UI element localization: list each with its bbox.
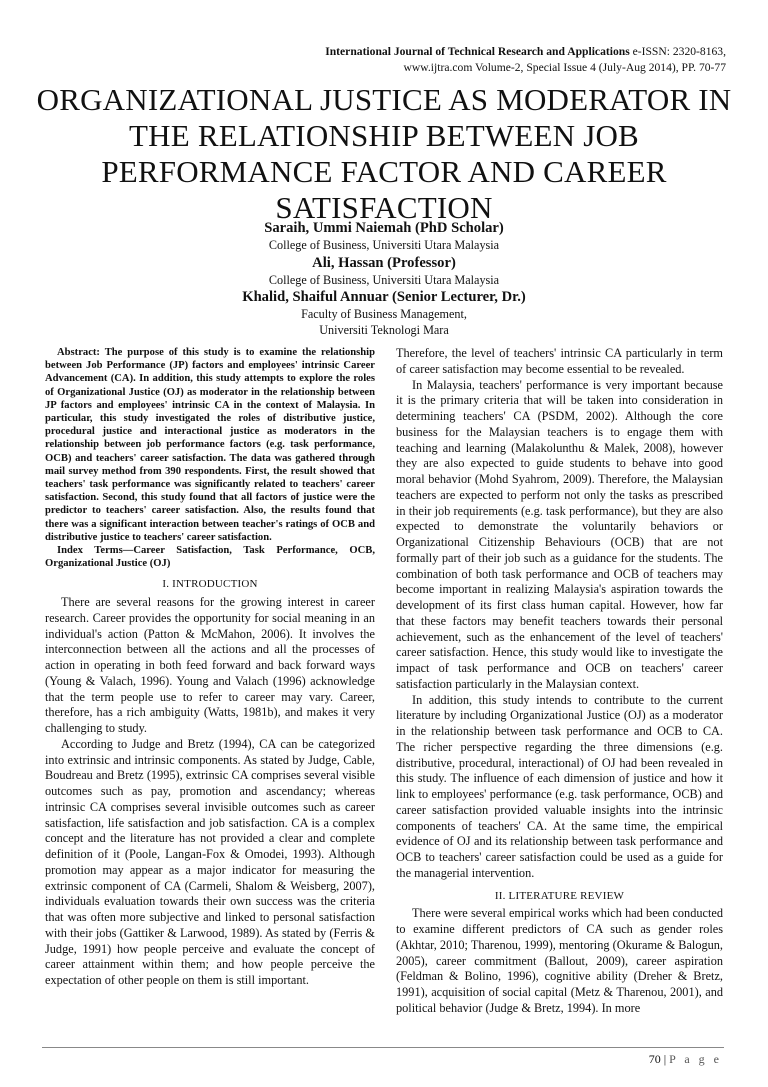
author-affiliation-1: College of Business, Universiti Utara Malaysia — [268, 238, 500, 252]
author-name-3: Khalid, Shaiful Annuar (Senior Lecturer, Dr.) — [242, 289, 526, 305]
journal-line-2: www.ijtra.com Volume-2, Special Issue 4 (July-Aug 2014), PP. 70-77 — [403, 61, 726, 74]
literature-paragraph-1: There were several empirical works which had been conducted to examine different predictors of CA such as gender roles (Akhtar, 2010; Tharenou, 1999), mentoring (Okurame & Balogun, 2005), career commitment (Ballout, 2009), career aspiration (Feldman & Bolino, 1996), cognitive ability (Dreher & Bretz, 1991), acquisition of social capital (Metz & Tharenou, 2001), and political behavior (Judge & Bretz, 1994). In more — [396, 906, 723, 1015]
journal-issn: e-ISSN: 2320-8163, — [629, 45, 726, 58]
section-heading-introduction — [45, 577, 375, 593]
section-2-number: II. — [494, 889, 509, 902]
right-paragraph-1: Therefore, the level of teachers' intrinsic CA particularly in term of career satisfaction may become essential to be revealed. — [396, 346, 723, 376]
author-name-1: Saraih, Ummi Naiemah (PhD Scholar) — [264, 220, 504, 236]
page-footer — [649, 1052, 722, 1067]
intro-paragraph-1: There are several reasons for the growing interest in career research. Career provides the opportunity for social meaning in an individual's action (Patton & McMahon, 2006). It involves the interconnection between all the actions and all the processes of action in operating in both feed forward and back forward ways (Young & Valach, 1996). Young and Valach (1996) acknowledge that the term people use to refer to career may vary. Career, therefore, has a rich ambiguity (Watts, 1981b), and makes it very challenging to study. — [45, 595, 375, 736]
index-terms: Index Terms—Career Satisfaction, Task Performance, OCB, Organizational Justice (OJ) — [45, 545, 375, 570]
section-heading-literature-review — [396, 889, 723, 905]
author-affiliation-3: Faculty of Business Management, — [301, 307, 467, 321]
page-number: 70 — [648, 1052, 661, 1066]
journal-line-1 — [166, 44, 726, 60]
section-2-rest: ITERATURE REVIEW — [515, 889, 625, 902]
footer-divider — [42, 1047, 724, 1048]
section-1-initial: I — [172, 578, 176, 591]
author-name-2: Ali, Hassan (Professor) — [312, 254, 456, 271]
paper-title: ORGANIZATIONAL JUSTICE AS MODERATOR IN THE RELATIONSHIP BETWEEN JOB PERFORMANCE FACTOR AND CAREER SATISFACTION — [36, 82, 732, 225]
author-affiliation-3b: Universiti Teknologi Mara — [319, 322, 449, 337]
section-1-number: I. — [162, 578, 173, 591]
author-affiliation-2: College of Business, Universiti Utara Malaysia — [268, 272, 500, 287]
right-paragraph-2: In Malaysia, teachers' performance is very important because it is the primary criteria that will be taken into consideration in determining teachers' CA (PSDM, 2002). Although the core business for the Malaysian teachers is to engage them with teaching and learning (Malakolunthu & Malek, 2008), however they are also expected to guide students to behave into good moral behavior (Mohd Syahrom, 2009). Therefore, the Malaysian teachers are expected to perform not only the tasks as prescribed in their job requirements (e.g. task performance), but they are also expected to demonstrate the voluntarily behaviors or Organizational Citizenship Behaviours (OCB) that are not formally part of their job such as a guidance for the students. The combination of both task performance and OCB of teachers may become important in realizing Malaysia's aspiration towards the development of its first class human capital. However, how far that these factors may benefit teachers towards their personal achievement, such as the enhancement of the level of teachers' career satisfaction. Hence, this study would like to investigate the impact of task performance and OCB on teachers' career satisfaction particularly in the Malaysian context. — [396, 377, 723, 691]
section-1-rest: NTRODUCTION — [176, 578, 258, 591]
right-column — [396, 346, 723, 1017]
page-separator: | — [660, 1052, 670, 1066]
abstract — [45, 346, 375, 570]
right-paragraph-3: In addition, this study intends to contribute to the current literature by including Organizational Justice (OJ) as a moderator in the relationship between task performance and OCB to CA. The richer perspective regarding the three dimensions (e.g. distributive, procedural, interactional) of OJ had been revealed in this study. The influence of each dimension of justice and how it link to employees' performance (e.g. task performance, OCB) and career satisfaction provided valuable insights into the intrinsic components of teachers' CA. At the same time, the empirical evidence of OJ and its relationship between task performance and OCB to teachers' career satisfaction could be used as a guide for the managerial intervention. — [396, 692, 723, 880]
page-label: P a g e — [669, 1052, 722, 1066]
section-2-initial: L — [508, 889, 516, 902]
abstract-text: Abstract: The purpose of this study is to examine the relationship between Job Performance (JP) factors and employees' intrinsic Career Advancement (CA). In addition, this study attempts to explore the roles of Organizational Justice (OJ) as moderator in the relationship between JP factors and employees' intrinsic CA in the context of Malaysia. In particular, this study investigated the roles of distributive justice, procedural justice and interactional justice as moderators in the relationship between job performance factors (e.g. task performance, OCB) and teachers' career satisfaction. The data was gathered through mail survey method from 390 respondents. First, the result showed that teachers' task performance was significantly related to teachers' career satisfaction. Second, this study found that all factors of justice were the predictor to teachers' career satisfaction. Also, the results found that there was a significant interaction between teacher's ratings of OCB and distributive justice to teachers' career satisfaction. — [45, 347, 375, 543]
left-column — [45, 346, 375, 989]
intro-paragraph-2: According to Judge and Bretz (1994), CA can be categorized into extrinsic and intrinsic components. As stated by Judge, Cable, Boudreau and Bretz (1995), extrinsic CA comprises several visible outcomes such as pay, promotion and ascendancy; whereas intrinsic CA comprises several invisible outcomes such as career satisfaction, life satisfaction and job satisfaction. CA is a complex concept and the literature has not provided a clear and complete definition of it (Poole, Langan-Fox & Omodei, 1993). Although promotion may appear as a major indicator for measuring the extrinsic component of CA (Carmeli, Shalom & Weisberg, 2007), individuals evaluation towards their own success was the criteria that was often more subjective and linked to personal satisfaction with their jobs (Gattiker & Larwood, 1989). As stated by (Ferris & Judge, 1991) how people perceive and evaluate the concept of career attainment within them; and how people perceive the expectation of other people on them is still important. — [45, 736, 375, 988]
journal-header — [166, 44, 726, 76]
journal-name: International Journal of Technical Research and Applications — [325, 45, 630, 58]
author-block — [30, 219, 738, 338]
